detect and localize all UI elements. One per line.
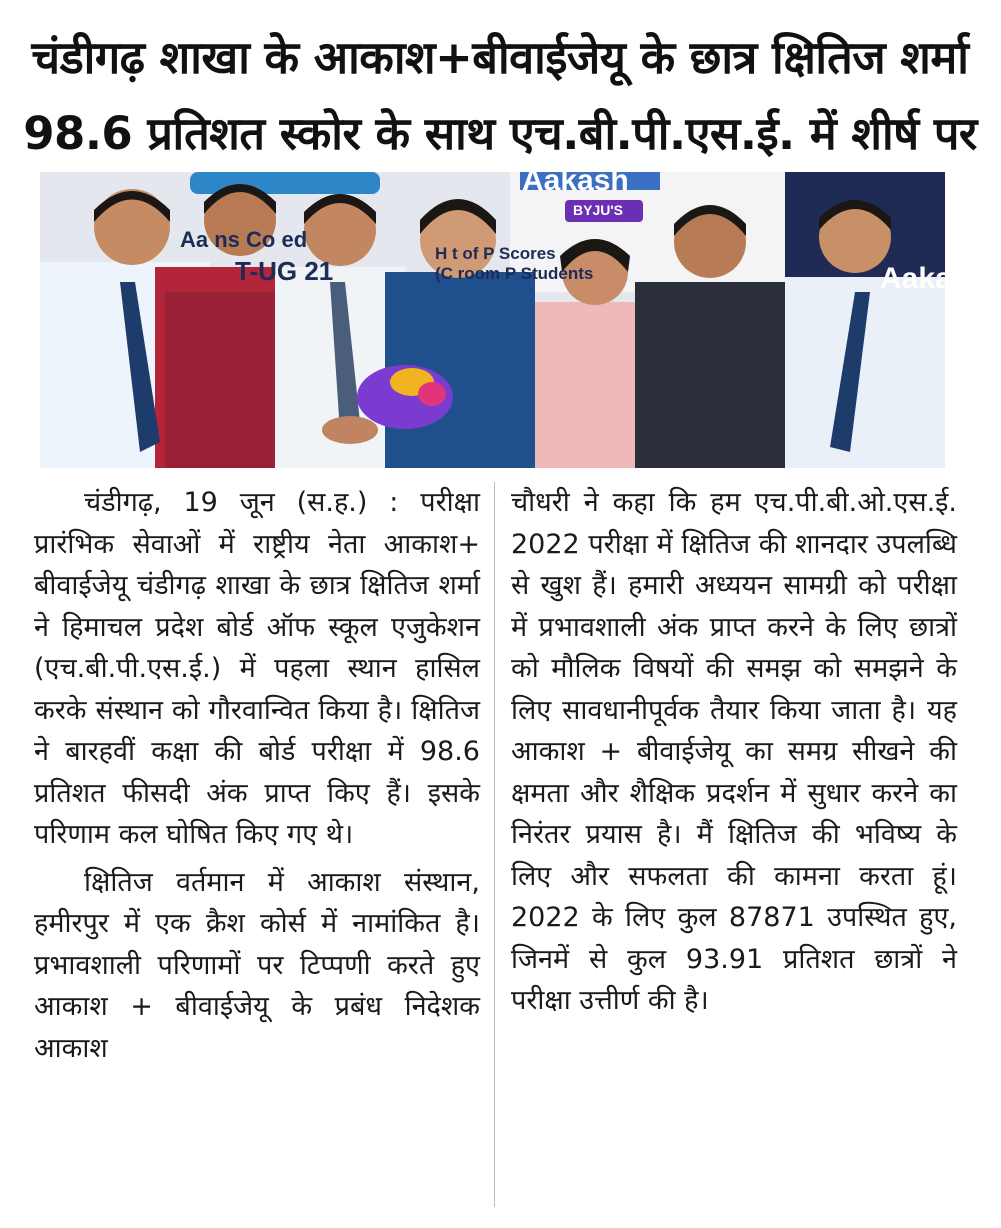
byjus-logo: BYJU'S bbox=[573, 202, 624, 218]
headline-line-2: 98.6 प्रतिशत स्कोर के साथ एच.बी.पी.एस.ई. में शीर्ष पर bbox=[23, 107, 977, 160]
article-paragraph-3: चौधरी ने कहा कि हम एच.पी.बी.ओ.एस.ई. 2022 परीक्षा में क्षितिज की शानदार उपलब्धि से खुश हैं। हमारी अध्ययन सामग्री को परीक्षा में प्रभावशाली अंक प्राप्त करने के लिए छात्रों को मौलिक विषयों की समझ को समझने के लिए सावधानीपूर्वक तैयार किया जाता है। यह आकाश + बीवाईजेयू का समग्र सीखने की क्षमता और शैक्षिक प्रदर्शन में सुधार करने का निरंतर प्रयास है। मैं क्षितिज की भविष्य के लिए और सफलता की कामना करता हूं। 2022 के लिए कुल 87871 उपस्थित हुए, जिनमें से कुल 93.91 प्रतिशत छात्रों ने परीक्षा उत्तीर्ण की है। bbox=[511, 487, 957, 1016]
aakash-logo-right: Aakash bbox=[880, 262, 987, 295]
banner-text-1: Aa ns Co ed bbox=[180, 227, 308, 252]
headline bbox=[20, 20, 980, 172]
article-paragraph-2: क्षितिज वर्तमान में आकाश संस्थान, हमीरपुर में एक क्रैश कोर्स में नामांकित है। प्रभावशाली परिणामों पर टिप्पणी करते हुए आकाश + बीवाईजेयू के प्रबंध निदेशक आकाश bbox=[34, 866, 480, 1064]
headline-line-1: चंडीगढ़ शाखा के आकाश+बीवाईजेयू के छात्र क्षितिज शर्मा bbox=[31, 31, 969, 84]
news-photo bbox=[40, 164, 987, 468]
banner-text-3: H t of P Scores bbox=[435, 244, 556, 263]
banner-text-2: T-UG 21 bbox=[235, 256, 334, 286]
column-divider bbox=[494, 482, 495, 1207]
aakash-logo-top: Aakash bbox=[522, 164, 629, 197]
article-column-right bbox=[511, 482, 957, 1022]
photo-illustration bbox=[40, 172, 945, 468]
banner-text-4: (C room P Students bbox=[435, 264, 594, 283]
article-paragraph-1: चंडीगढ़, 19 जून (स.ह.) : परीक्षा प्रारंभिक सेवाओं में राष्ट्रीय नेता आकाश+ बीवाईजेयू चंडीगढ़ शाखा के छात्र क्षितिज शर्मा ने हिमाचल प्रदेश बोर्ड ऑफ स्कूल एजुकेशन (एच.बी.पी.एस.ई.) में पहला स्थान हासिल करके संस्थान को गौरवान्वित किया है। क्षितिज ने बारहवीं कक्षा की बोर्ड परीक्षा में 98.6 प्रतिशत फीसदी अंक प्राप्त किए हैं। इसके परिणाम कल घोषित किए गए थे। bbox=[34, 487, 480, 850]
article-column-left bbox=[34, 482, 480, 1069]
